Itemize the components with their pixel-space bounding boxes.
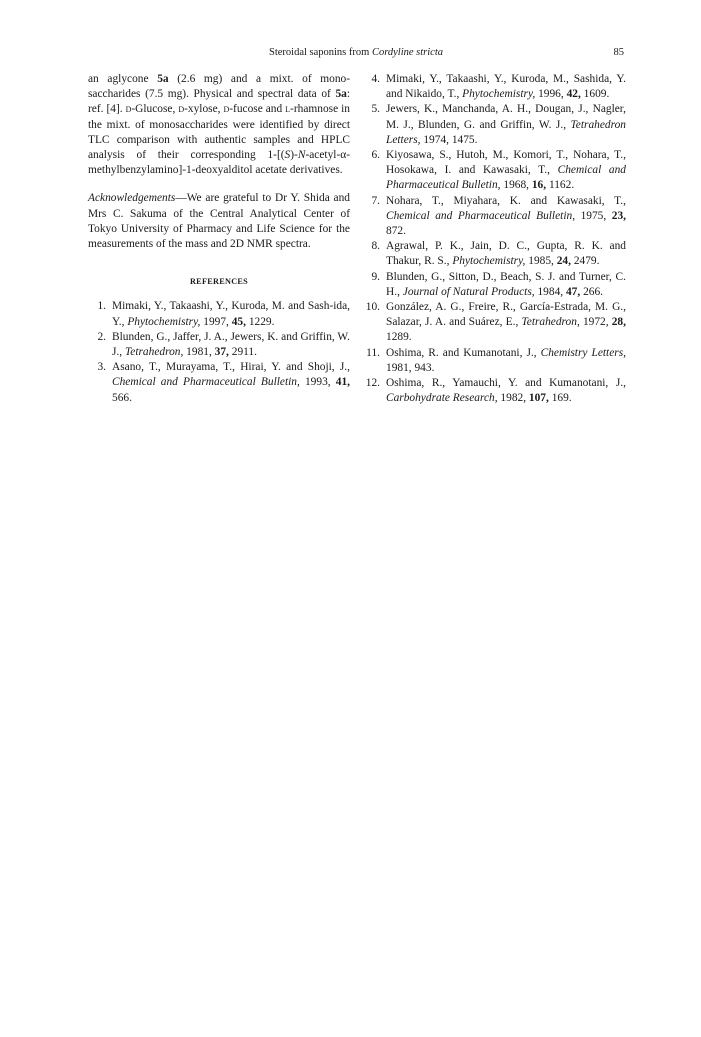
reference-pages: 1162 . — [549, 179, 574, 191]
reference-pages: 566 . — [112, 392, 132, 404]
reference-year: 1985 , — [528, 255, 556, 267]
reference-pages: 1475 . — [452, 134, 478, 146]
reference-number: 7 . — [362, 194, 380, 209]
reference-year: 1984 , — [537, 286, 565, 298]
reference-journal: Chemical and Pharmaceutical Bulletin , — [386, 164, 626, 191]
text-run: (2.6 mg) and a mixt. of mono-saccharides (7.5 mg). Physical and spectral data of — [88, 73, 351, 101]
page-number: 85 — [613, 47, 624, 58]
running-title — [88, 45, 624, 61]
reference-authors: Oshima, R., Yamauchi, Y. and Kumanotani, J. , — [386, 377, 626, 389]
compound-label: 5a — [335, 88, 347, 101]
right-column — [362, 72, 626, 406]
text-run: -acetyl-α-methylbenzylamino]-1-deoxyalditol acetate derivatives. — [88, 149, 350, 177]
text-run: -rhamnose in the mixt. of monosaccharides were identified by direct TLC comparison with authentic samples and HPLC analysis of their corresponding 1-[( — [88, 103, 350, 162]
italic-run: S — [284, 149, 291, 162]
reference-journal: Carbohydrate Research , — [386, 392, 500, 404]
reference-authors: González, A. G., Freire, R., García-Estrada, M. G., Salazar, J. A. and Suárez, E. , — [386, 301, 626, 328]
reference-entry — [88, 330, 350, 360]
reference-authors: Asano, T., Murayama, T., Hirai, Y. and Shoji, J. , — [112, 361, 350, 373]
small-caps-prefix: d — [178, 103, 185, 116]
reference-year: 1997 , — [203, 316, 231, 328]
reference-number: 8 . — [362, 239, 380, 254]
reference-pages: 1289 . — [386, 331, 412, 343]
reference-authors: Oshima, R. and Kumanotani, J. , — [386, 347, 541, 359]
reference-pages: 872 . — [386, 225, 406, 237]
compound-label: 5a — [157, 73, 169, 85]
body-paragraph-methods — [88, 72, 350, 178]
reference-authors: Jewers, K., Manchanda, A. H., Dougan, J., Nagler, M. J., Blunden, G. and Griffin, W. J. , — [386, 103, 626, 130]
reference-entry — [362, 148, 626, 194]
text-run: : ref. [4]. — [88, 88, 350, 116]
reference-journal: Phytochemistry , — [462, 88, 538, 100]
reference-year: 1975 , — [581, 210, 612, 222]
text-run: -fucose and — [229, 103, 286, 116]
reference-year: 1996 , — [538, 88, 566, 100]
reference-volume: 47 , — [566, 286, 583, 298]
small-caps-prefix: l — [285, 103, 291, 116]
reference-year: 1972 , — [583, 316, 612, 328]
reference-volume: 24 , — [557, 255, 574, 267]
reference-volume: 23 , — [612, 210, 626, 222]
reference-entry — [362, 346, 626, 376]
reference-journal: Tetrahedron , — [521, 316, 582, 328]
left-column — [88, 72, 350, 406]
text-run: -xylose, — [184, 103, 224, 116]
reference-year: 1981 , — [386, 362, 414, 374]
reference-volume: 41 , — [336, 376, 350, 388]
reference-volume: 45 , — [232, 316, 249, 328]
reference-volume: 37 , — [215, 346, 232, 358]
reference-year: 1982 , — [500, 392, 528, 404]
reference-entry — [88, 360, 350, 406]
reference-pages: 943 . — [414, 362, 434, 374]
reference-year: 1993 , — [305, 376, 336, 388]
reference-year: 1974 , — [423, 134, 451, 146]
reference-journal: Tetrahedron , — [125, 346, 186, 358]
text-run: an aglycone — [88, 73, 158, 85]
reference-pages: 2911 . — [232, 346, 257, 358]
acknowledgements-paragraph — [88, 191, 350, 252]
reference-number: 1 . — [88, 299, 106, 314]
reference-authors: Agrawal, P. K., Jain, D. C., Gupta, R. K. and Thakur, R. S. , — [386, 240, 626, 267]
reference-number: 4 . — [362, 72, 380, 87]
small-caps-prefix: d — [223, 103, 230, 116]
reference-journal: Phytochemistry , — [452, 255, 528, 267]
reference-journal: Chemistry Letters , — [541, 347, 626, 359]
reference-number: 2 . — [88, 330, 106, 345]
reference-authors: Mimaki, Y., Takaashi, Y., Kuroda, M., Sashida, Y. and Nikaido, T. , — [386, 73, 626, 100]
reference-entry — [362, 102, 626, 148]
text-run: )- — [290, 149, 298, 162]
reference-number: 12 . — [362, 376, 380, 391]
reference-year: 1968 , — [503, 179, 531, 191]
reference-pages: 1229 . — [249, 316, 275, 328]
references-list-left — [88, 299, 350, 405]
reference-journal: Chemical and Pharmaceutical Bulletin , — [112, 376, 305, 388]
reference-number: 9 . — [362, 270, 380, 285]
reference-authors: Mimaki, Y., Takaashi, Y., Kuroda, M. and Sash-ida, Y. , — [112, 300, 350, 327]
running-title-species: Cordyline stricta — [371, 47, 444, 58]
reference-entry — [362, 376, 626, 406]
reference-volume: 107 , — [529, 392, 552, 404]
reference-volume: 16 , — [532, 179, 549, 191]
reference-volume: 42 , — [567, 88, 584, 100]
reference-entry — [362, 270, 626, 300]
reference-pages: 1609 . — [584, 88, 610, 100]
reference-number: 10 . — [362, 300, 380, 315]
running-header — [88, 45, 624, 61]
running-title-prefix: Steroidal saponins from — [268, 47, 372, 58]
reference-authors: Blunden, G., Jaffer, J. A., Jewers, K. and Griffin, W. J. , — [112, 331, 350, 358]
references-list-right — [362, 72, 626, 406]
reference-number: 5 . — [362, 102, 380, 117]
reference-number: 6 . — [362, 148, 380, 163]
reference-journal: Journal of Natural Products , — [403, 286, 538, 298]
reference-entry — [362, 194, 626, 240]
acknowledgements-label: Acknowledgements — [88, 192, 176, 205]
reference-journal: Chemical and Pharmaceutical Bulletin , — [386, 210, 581, 222]
reference-year: 1981 , — [186, 346, 214, 358]
text-run: -Glucose, — [131, 103, 179, 116]
reference-entry — [362, 239, 626, 269]
reference-number: 3 . — [88, 360, 106, 375]
reference-entry — [362, 72, 626, 102]
reference-authors: Kiyosawa, S., Hutoh, M., Komori, T., Nohara, T., Hosokawa, I. and Kawasaki, T. , — [386, 149, 626, 176]
references-heading: REFERENCES — [189, 277, 249, 287]
reference-journal: Phytochemistry , — [127, 316, 203, 328]
reference-pages: 266 . — [583, 286, 603, 298]
reference-entry — [88, 299, 350, 329]
reference-pages: 2479 . — [574, 255, 600, 267]
reference-volume: 28 , — [612, 316, 626, 328]
reference-journal: Tetrahedron Letters , — [386, 119, 626, 146]
reference-number: 11 . — [362, 346, 380, 361]
reference-authors: Nohara, T., Miyahara, K. and Kawasaki, T. , — [386, 195, 626, 207]
reference-entry — [362, 300, 626, 346]
acknowledgements-text: —We are grateful to Dr Y. Shida and Mrs C. Sakuma of the Central Analytical Center of Tokyo University of Pharmacy and Life Science for the measurements of the mass and 2D NMR spectra. — [88, 192, 350, 251]
italic-run: N — [297, 149, 306, 162]
small-caps-prefix: d — [125, 103, 132, 116]
reference-authors: Blunden, G., Sitton, D., Beach, S. J. and Turner, C. H. , — [386, 271, 626, 298]
reference-pages: 169 . — [552, 392, 572, 404]
